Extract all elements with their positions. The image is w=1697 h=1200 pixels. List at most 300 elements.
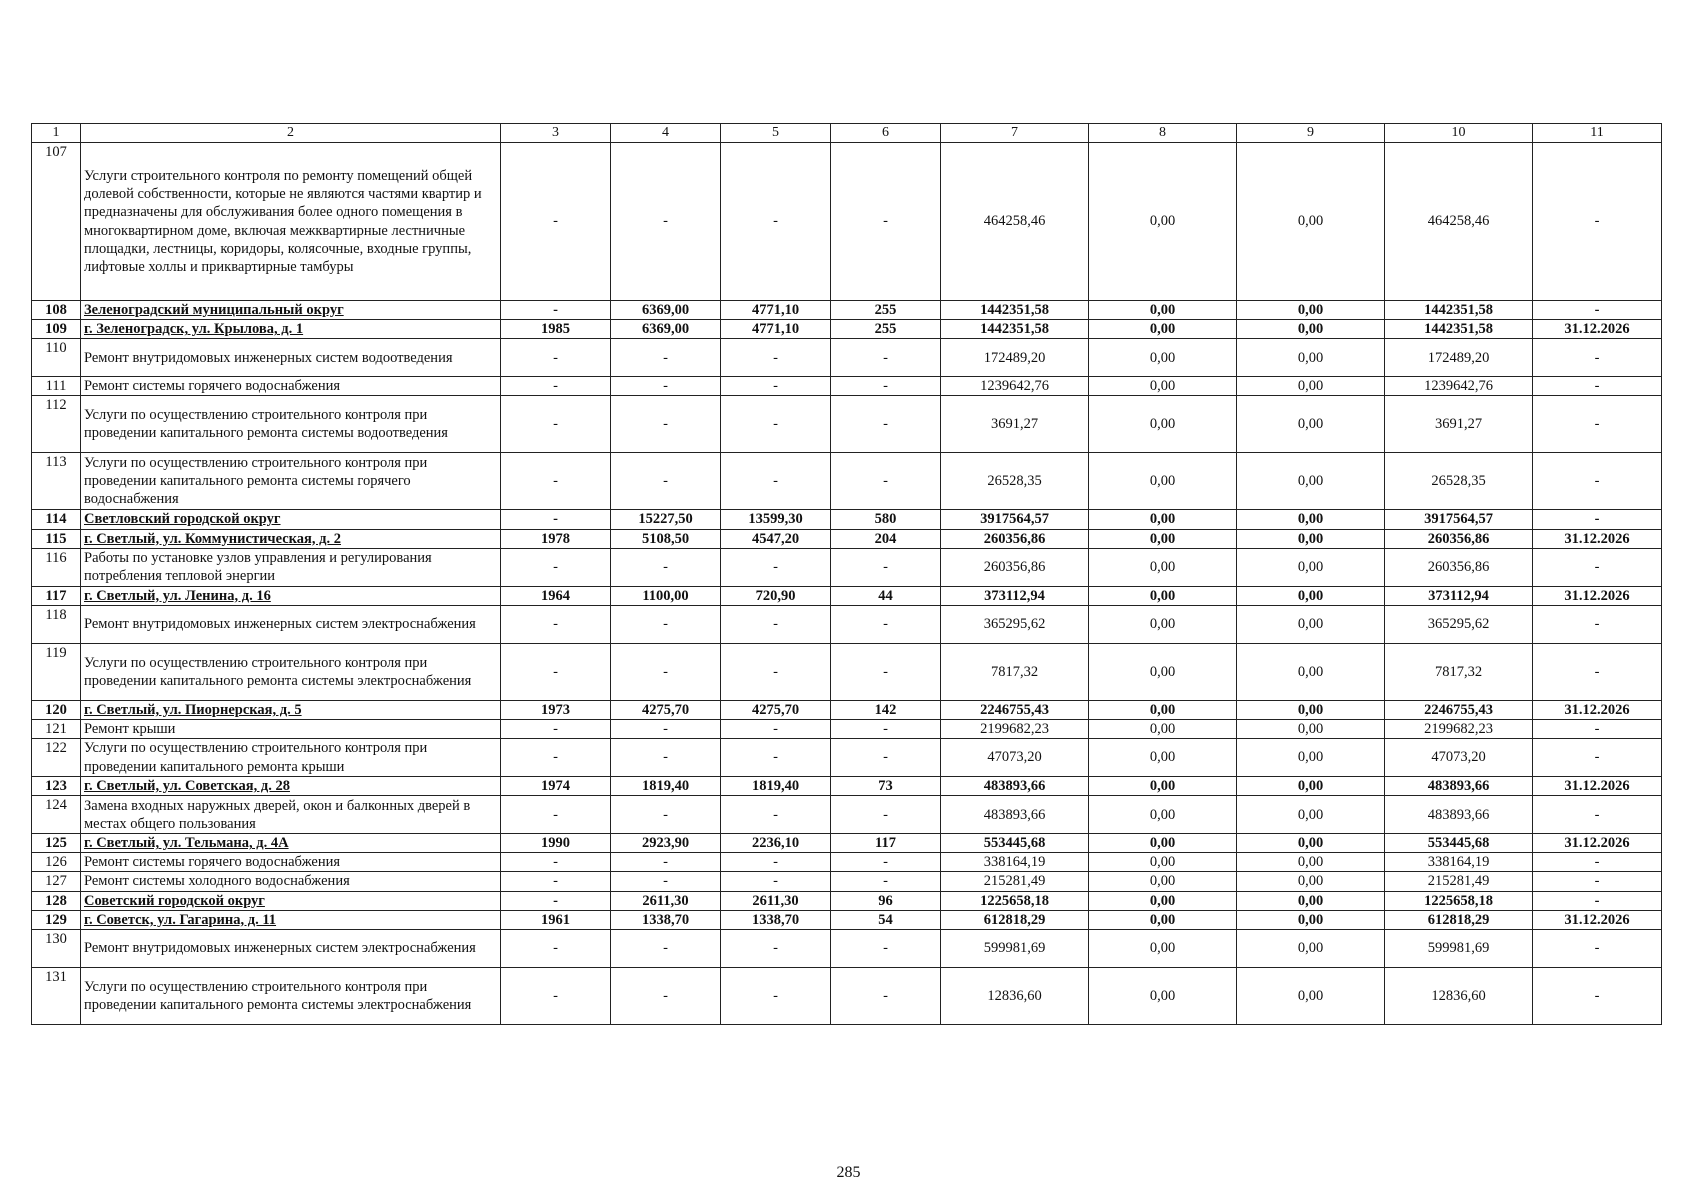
- value-cell-7: 365295,62: [941, 605, 1089, 643]
- value-cell-11: -: [1533, 301, 1662, 320]
- row-number-cell: 123: [32, 777, 81, 796]
- value-cell-7: 26528,35: [941, 453, 1089, 510]
- value-cell-10: 464258,46: [1385, 143, 1533, 301]
- value-cell-10: 215281,49: [1385, 872, 1533, 891]
- table-row: [32, 967, 1662, 1024]
- row-name-cell: г. Светлый, ул. Пиорнерская, д. 5: [81, 700, 501, 719]
- row-number-cell: 128: [32, 891, 81, 910]
- row-name-cell: г. Светлый, ул. Ленина, д. 16: [81, 586, 501, 605]
- capital-repair-table: [31, 123, 1662, 1025]
- value-cell-10: 7817,32: [1385, 643, 1533, 700]
- value-cell-3: -: [501, 929, 611, 967]
- row-name-cell: Услуги по осуществлению строительного контроля при проведении капитального ремонта системы водоотведения: [81, 396, 501, 453]
- value-cell-11: 31.12.2026: [1533, 586, 1662, 605]
- row-name-cell: Услуги по осуществлению строительного контроля при проведении капитального ремонта крыши: [81, 739, 501, 777]
- value-cell-9: 0,00: [1237, 586, 1385, 605]
- value-cell-5: 4771,10: [721, 301, 831, 320]
- value-cell-7: 3691,27: [941, 396, 1089, 453]
- value-cell-11: -: [1533, 891, 1662, 910]
- value-cell-8: 0,00: [1089, 853, 1237, 872]
- value-cell-9: 0,00: [1237, 967, 1385, 1024]
- value-cell-10: 2199682,23: [1385, 719, 1533, 738]
- value-cell-8: 0,00: [1089, 643, 1237, 700]
- value-cell-5: -: [721, 796, 831, 834]
- value-cell-5: -: [721, 548, 831, 586]
- value-cell-11: -: [1533, 796, 1662, 834]
- value-cell-8: 0,00: [1089, 396, 1237, 453]
- value-cell-6: -: [831, 853, 941, 872]
- value-cell-7: 464258,46: [941, 143, 1089, 301]
- value-cell-8: 0,00: [1089, 510, 1237, 529]
- value-cell-7: 612818,29: [941, 910, 1089, 929]
- value-cell-4: -: [611, 377, 721, 396]
- value-cell-3: -: [501, 967, 611, 1024]
- row-number-cell: 115: [32, 529, 81, 548]
- value-cell-4: 1338,70: [611, 910, 721, 929]
- value-cell-5: -: [721, 339, 831, 377]
- table-row-group: [32, 510, 1662, 529]
- value-cell-8: 0,00: [1089, 796, 1237, 834]
- row-name-cell: Ремонт внутридомовых инженерных систем водоотведения: [81, 339, 501, 377]
- row-name-cell: Ремонт системы холодного водоснабжения: [81, 872, 501, 891]
- value-cell-8: 0,00: [1089, 320, 1237, 339]
- value-cell-6: 73: [831, 777, 941, 796]
- value-cell-4: 5108,50: [611, 529, 721, 548]
- value-cell-6: -: [831, 796, 941, 834]
- value-cell-5: -: [721, 396, 831, 453]
- row-number-cell: 119: [32, 643, 81, 700]
- value-cell-11: -: [1533, 548, 1662, 586]
- value-cell-6: -: [831, 872, 941, 891]
- col-header: 4: [611, 124, 721, 143]
- table-row-group: [32, 700, 1662, 719]
- value-cell-4: -: [611, 853, 721, 872]
- value-cell-3: -: [501, 872, 611, 891]
- value-cell-9: 0,00: [1237, 377, 1385, 396]
- value-cell-4: -: [611, 643, 721, 700]
- value-cell-5: 720,90: [721, 586, 831, 605]
- value-cell-9: 0,00: [1237, 339, 1385, 377]
- value-cell-5: 2236,10: [721, 834, 831, 853]
- value-cell-6: -: [831, 143, 941, 301]
- value-cell-10: 47073,20: [1385, 739, 1533, 777]
- value-cell-9: 0,00: [1237, 643, 1385, 700]
- value-cell-9: 0,00: [1237, 796, 1385, 834]
- value-cell-11: -: [1533, 396, 1662, 453]
- value-cell-11: -: [1533, 929, 1662, 967]
- value-cell-7: 172489,20: [941, 339, 1089, 377]
- row-name-cell: г. Светлый, ул. Коммунистическая, д. 2: [81, 529, 501, 548]
- value-cell-9: 0,00: [1237, 719, 1385, 738]
- value-cell-4: -: [611, 143, 721, 301]
- value-cell-3: -: [501, 396, 611, 453]
- value-cell-10: 1239642,76: [1385, 377, 1533, 396]
- value-cell-4: -: [611, 929, 721, 967]
- value-cell-10: 1442351,58: [1385, 320, 1533, 339]
- value-cell-4: -: [611, 548, 721, 586]
- row-name-cell: Работы по установке узлов управления и регулирования потребления тепловой энергии: [81, 548, 501, 586]
- row-name-cell: Зеленоградский муниципальный округ: [81, 301, 501, 320]
- value-cell-7: 7817,32: [941, 643, 1089, 700]
- table-row: [32, 643, 1662, 700]
- value-cell-4: -: [611, 872, 721, 891]
- value-cell-8: 0,00: [1089, 700, 1237, 719]
- row-name-cell: Замена входных наружных дверей, окон и балконных дверей в местах общего пользования: [81, 796, 501, 834]
- value-cell-7: 553445,68: [941, 834, 1089, 853]
- row-number-cell: 114: [32, 510, 81, 529]
- row-number-cell: 107: [32, 143, 81, 301]
- value-cell-11: 31.12.2026: [1533, 529, 1662, 548]
- value-cell-9: 0,00: [1237, 510, 1385, 529]
- row-name-cell: Услуги по осуществлению строительного контроля при проведении капитального ремонта системы электроснабжения: [81, 643, 501, 700]
- header-row: [32, 124, 1662, 143]
- value-cell-9: 0,00: [1237, 777, 1385, 796]
- value-cell-6: -: [831, 719, 941, 738]
- value-cell-3: -: [501, 377, 611, 396]
- row-number-cell: 118: [32, 605, 81, 643]
- value-cell-11: -: [1533, 643, 1662, 700]
- value-cell-11: 31.12.2026: [1533, 700, 1662, 719]
- col-header: 7: [941, 124, 1089, 143]
- table-row-group: [32, 891, 1662, 910]
- row-name-cell: г. Светлый, ул. Советская, д. 28: [81, 777, 501, 796]
- value-cell-5: 2611,30: [721, 891, 831, 910]
- value-cell-5: -: [721, 967, 831, 1024]
- value-cell-10: 483893,66: [1385, 777, 1533, 796]
- value-cell-8: 0,00: [1089, 739, 1237, 777]
- value-cell-8: 0,00: [1089, 377, 1237, 396]
- row-name-cell: г. Зеленоградск, ул. Крылова, д. 1: [81, 320, 501, 339]
- row-name-cell: Ремонт внутридомовых инженерных систем электроснабжения: [81, 605, 501, 643]
- value-cell-6: -: [831, 548, 941, 586]
- value-cell-9: 0,00: [1237, 834, 1385, 853]
- value-cell-11: -: [1533, 739, 1662, 777]
- value-cell-7: 12836,60: [941, 967, 1089, 1024]
- value-cell-10: 172489,20: [1385, 339, 1533, 377]
- value-cell-3: -: [501, 796, 611, 834]
- table-row: [32, 796, 1662, 834]
- value-cell-10: 338164,19: [1385, 853, 1533, 872]
- value-cell-11: 31.12.2026: [1533, 834, 1662, 853]
- table-row-group: [32, 910, 1662, 929]
- table-row-group: [32, 777, 1662, 796]
- value-cell-3: -: [501, 510, 611, 529]
- value-cell-8: 0,00: [1089, 301, 1237, 320]
- row-name-cell: г. Светлый, ул. Тельмана, д. 4А: [81, 834, 501, 853]
- value-cell-5: -: [721, 605, 831, 643]
- value-cell-10: 612818,29: [1385, 910, 1533, 929]
- value-cell-5: -: [721, 377, 831, 396]
- value-cell-6: 142: [831, 700, 941, 719]
- value-cell-9: 0,00: [1237, 700, 1385, 719]
- value-cell-9: 0,00: [1237, 529, 1385, 548]
- col-header: 10: [1385, 124, 1533, 143]
- table-row: [32, 853, 1662, 872]
- value-cell-5: -: [721, 453, 831, 510]
- value-cell-8: 0,00: [1089, 605, 1237, 643]
- value-cell-10: 365295,62: [1385, 605, 1533, 643]
- value-cell-10: 2246755,43: [1385, 700, 1533, 719]
- value-cell-6: 117: [831, 834, 941, 853]
- value-cell-9: 0,00: [1237, 853, 1385, 872]
- value-cell-6: 255: [831, 320, 941, 339]
- table-row: [32, 143, 1662, 301]
- value-cell-8: 0,00: [1089, 719, 1237, 738]
- row-number-cell: 120: [32, 700, 81, 719]
- value-cell-3: -: [501, 719, 611, 738]
- value-cell-6: 44: [831, 586, 941, 605]
- value-cell-11: -: [1533, 510, 1662, 529]
- value-cell-3: -: [501, 548, 611, 586]
- value-cell-3: -: [501, 339, 611, 377]
- value-cell-6: 54: [831, 910, 941, 929]
- value-cell-10: 1442351,58: [1385, 301, 1533, 320]
- value-cell-10: 483893,66: [1385, 796, 1533, 834]
- value-cell-6: -: [831, 396, 941, 453]
- table-row: [32, 719, 1662, 738]
- value-cell-8: 0,00: [1089, 967, 1237, 1024]
- value-cell-5: 1819,40: [721, 777, 831, 796]
- value-cell-3: -: [501, 853, 611, 872]
- value-cell-3: -: [501, 453, 611, 510]
- value-cell-11: 31.12.2026: [1533, 910, 1662, 929]
- value-cell-7: 1239642,76: [941, 377, 1089, 396]
- value-cell-9: 0,00: [1237, 396, 1385, 453]
- value-cell-7: 2246755,43: [941, 700, 1089, 719]
- value-cell-8: 0,00: [1089, 548, 1237, 586]
- value-cell-4: -: [611, 453, 721, 510]
- value-cell-5: -: [721, 853, 831, 872]
- value-cell-8: 0,00: [1089, 586, 1237, 605]
- value-cell-8: 0,00: [1089, 453, 1237, 510]
- value-cell-5: -: [721, 719, 831, 738]
- value-cell-3: -: [501, 301, 611, 320]
- value-cell-6: -: [831, 605, 941, 643]
- value-cell-3: -: [501, 643, 611, 700]
- value-cell-6: -: [831, 339, 941, 377]
- value-cell-3: 1964: [501, 586, 611, 605]
- col-header: 8: [1089, 124, 1237, 143]
- value-cell-7: 2199682,23: [941, 719, 1089, 738]
- col-header: 9: [1237, 124, 1385, 143]
- value-cell-6: -: [831, 453, 941, 510]
- table-row: [32, 453, 1662, 510]
- col-header: 1: [32, 124, 81, 143]
- value-cell-6: -: [831, 377, 941, 396]
- value-cell-3: 1974: [501, 777, 611, 796]
- value-cell-7: 1225658,18: [941, 891, 1089, 910]
- value-cell-6: 96: [831, 891, 941, 910]
- row-name-cell: Советский городской округ: [81, 891, 501, 910]
- value-cell-4: 1819,40: [611, 777, 721, 796]
- row-name-cell: Услуги строительного контроля по ремонту помещений общей долевой собственности, которые не являются частями квартир и предназначены для обслуживания более одного помещения в многоквартирном доме, включая межквартирные лестничные площадки, лестницы, коридоры, колясочные, входные группы, лифтовые холлы и приквартирные тамбуры: [81, 143, 501, 301]
- value-cell-4: -: [611, 396, 721, 453]
- row-number-cell: 122: [32, 739, 81, 777]
- row-name-cell: Ремонт крыши: [81, 719, 501, 738]
- value-cell-9: 0,00: [1237, 891, 1385, 910]
- value-cell-3: -: [501, 891, 611, 910]
- value-cell-6: -: [831, 643, 941, 700]
- value-cell-5: 4771,10: [721, 320, 831, 339]
- value-cell-7: 1442351,58: [941, 301, 1089, 320]
- row-name-cell: Ремонт внутридомовых инженерных систем электроснабжения: [81, 929, 501, 967]
- row-number-cell: 112: [32, 396, 81, 453]
- table-row-group: [32, 834, 1662, 853]
- row-number-cell: 109: [32, 320, 81, 339]
- col-header: 6: [831, 124, 941, 143]
- value-cell-4: 6369,00: [611, 320, 721, 339]
- value-cell-9: 0,00: [1237, 320, 1385, 339]
- value-cell-3: -: [501, 143, 611, 301]
- value-cell-6: -: [831, 739, 941, 777]
- table-body: [32, 143, 1662, 1025]
- value-cell-11: -: [1533, 605, 1662, 643]
- row-number-cell: 111: [32, 377, 81, 396]
- value-cell-5: -: [721, 643, 831, 700]
- row-number-cell: 130: [32, 929, 81, 967]
- value-cell-7: 1442351,58: [941, 320, 1089, 339]
- value-cell-8: 0,00: [1089, 339, 1237, 377]
- table-row: [32, 548, 1662, 586]
- value-cell-11: -: [1533, 143, 1662, 301]
- row-number-cell: 127: [32, 872, 81, 891]
- value-cell-10: 3917564,57: [1385, 510, 1533, 529]
- value-cell-8: 0,00: [1089, 872, 1237, 891]
- row-name-cell: Светловский городской округ: [81, 510, 501, 529]
- row-number-cell: 121: [32, 719, 81, 738]
- value-cell-5: -: [721, 872, 831, 891]
- value-cell-4: -: [611, 719, 721, 738]
- value-cell-7: 483893,66: [941, 777, 1089, 796]
- value-cell-8: 0,00: [1089, 910, 1237, 929]
- value-cell-5: 4547,20: [721, 529, 831, 548]
- row-number-cell: 116: [32, 548, 81, 586]
- table-row: [32, 339, 1662, 377]
- value-cell-7: 260356,86: [941, 548, 1089, 586]
- table-row: [32, 377, 1662, 396]
- row-number-cell: 125: [32, 834, 81, 853]
- row-number-cell: 124: [32, 796, 81, 834]
- value-cell-4: 6369,00: [611, 301, 721, 320]
- value-cell-10: 553445,68: [1385, 834, 1533, 853]
- col-header: 3: [501, 124, 611, 143]
- value-cell-7: 47073,20: [941, 739, 1089, 777]
- value-cell-11: -: [1533, 853, 1662, 872]
- row-number-cell: 129: [32, 910, 81, 929]
- value-cell-5: 1338,70: [721, 910, 831, 929]
- value-cell-10: 1225658,18: [1385, 891, 1533, 910]
- value-cell-6: 255: [831, 301, 941, 320]
- value-cell-11: -: [1533, 967, 1662, 1024]
- value-cell-4: 15227,50: [611, 510, 721, 529]
- value-cell-7: 483893,66: [941, 796, 1089, 834]
- value-cell-7: 599981,69: [941, 929, 1089, 967]
- value-cell-7: 373112,94: [941, 586, 1089, 605]
- col-header: 11: [1533, 124, 1662, 143]
- value-cell-11: -: [1533, 453, 1662, 510]
- value-cell-5: -: [721, 143, 831, 301]
- table-row-group: [32, 529, 1662, 548]
- table-row-group: [32, 586, 1662, 605]
- value-cell-4: 2923,90: [611, 834, 721, 853]
- value-cell-7: 3917564,57: [941, 510, 1089, 529]
- value-cell-9: 0,00: [1237, 929, 1385, 967]
- row-name-cell: г. Советск, ул. Гагарина, д. 11: [81, 910, 501, 929]
- value-cell-9: 0,00: [1237, 548, 1385, 586]
- value-cell-10: 26528,35: [1385, 453, 1533, 510]
- value-cell-5: 13599,30: [721, 510, 831, 529]
- row-number-cell: 113: [32, 453, 81, 510]
- value-cell-3: -: [501, 739, 611, 777]
- value-cell-4: -: [611, 739, 721, 777]
- value-cell-3: 1990: [501, 834, 611, 853]
- value-cell-3: 1961: [501, 910, 611, 929]
- value-cell-4: -: [611, 339, 721, 377]
- value-cell-9: 0,00: [1237, 739, 1385, 777]
- value-cell-6: 204: [831, 529, 941, 548]
- table-row: [32, 872, 1662, 891]
- value-cell-11: 31.12.2026: [1533, 777, 1662, 796]
- table-row: [32, 396, 1662, 453]
- value-cell-10: 599981,69: [1385, 929, 1533, 967]
- table-row-group: [32, 320, 1662, 339]
- value-cell-5: 4275,70: [721, 700, 831, 719]
- value-cell-4: 2611,30: [611, 891, 721, 910]
- value-cell-11: -: [1533, 339, 1662, 377]
- value-cell-11: 31.12.2026: [1533, 320, 1662, 339]
- value-cell-10: 260356,86: [1385, 548, 1533, 586]
- value-cell-9: 0,00: [1237, 453, 1385, 510]
- value-cell-7: 338164,19: [941, 853, 1089, 872]
- value-cell-5: -: [721, 929, 831, 967]
- table-row: [32, 605, 1662, 643]
- value-cell-10: 3691,27: [1385, 396, 1533, 453]
- value-cell-10: 12836,60: [1385, 967, 1533, 1024]
- page-number: 285: [836, 1164, 861, 1181]
- value-cell-8: 0,00: [1089, 834, 1237, 853]
- value-cell-11: -: [1533, 377, 1662, 396]
- table-row: [32, 929, 1662, 967]
- table-row: [32, 739, 1662, 777]
- value-cell-11: -: [1533, 872, 1662, 891]
- row-number-cell: 110: [32, 339, 81, 377]
- value-cell-3: -: [501, 605, 611, 643]
- row-number-cell: 117: [32, 586, 81, 605]
- row-name-cell: Услуги по осуществлению строительного контроля при проведении капитального ремонта системы электроснабжения: [81, 967, 501, 1024]
- value-cell-3: 1973: [501, 700, 611, 719]
- value-cell-9: 0,00: [1237, 910, 1385, 929]
- col-header: 5: [721, 124, 831, 143]
- value-cell-4: 4275,70: [611, 700, 721, 719]
- value-cell-7: 260356,86: [941, 529, 1089, 548]
- row-name-cell: Услуги по осуществлению строительного контроля при проведении капитального ремонта системы горячего водоснабжения: [81, 453, 501, 510]
- value-cell-4: -: [611, 605, 721, 643]
- value-cell-11: -: [1533, 719, 1662, 738]
- value-cell-6: -: [831, 929, 941, 967]
- value-cell-9: 0,00: [1237, 143, 1385, 301]
- row-name-cell: Ремонт системы горячего водоснабжения: [81, 377, 501, 396]
- value-cell-4: -: [611, 967, 721, 1024]
- value-cell-4: 1100,00: [611, 586, 721, 605]
- row-name-cell: Ремонт системы горячего водоснабжения: [81, 853, 501, 872]
- value-cell-10: 373112,94: [1385, 586, 1533, 605]
- value-cell-9: 0,00: [1237, 872, 1385, 891]
- value-cell-4: -: [611, 796, 721, 834]
- value-cell-8: 0,00: [1089, 143, 1237, 301]
- value-cell-9: 0,00: [1237, 301, 1385, 320]
- value-cell-6: 580: [831, 510, 941, 529]
- value-cell-8: 0,00: [1089, 929, 1237, 967]
